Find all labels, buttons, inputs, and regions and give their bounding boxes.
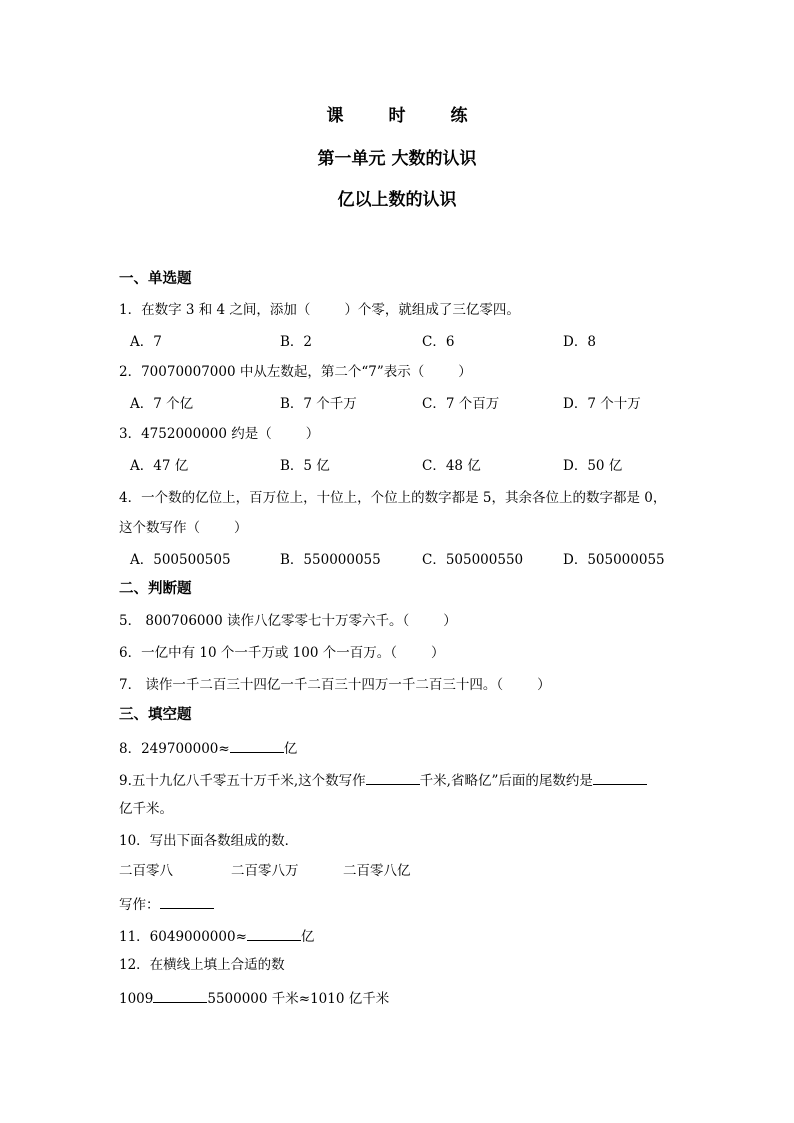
option-d[interactable]: D．7 个十万 — [563, 396, 641, 412]
number-word: 二百零八亿 — [343, 863, 411, 879]
option-a[interactable]: A．47 亿 — [130, 458, 189, 474]
answer-blank[interactable] — [230, 738, 284, 753]
unit-title: 第一单元 大数的认识 — [317, 149, 477, 169]
lesson-title: 亿以上数的认识 — [337, 190, 457, 210]
option-b[interactable]: B．7 个千万 — [280, 396, 357, 412]
question-10-prompt: 10．写出下面各数组成的数． — [119, 833, 299, 849]
question-6: 6．一亿中有 10 个一千万或 100 个一百万。（ ） — [119, 645, 445, 661]
question-4-line-2: 这个数写作（ ） — [119, 520, 248, 536]
question-3-text: 3．4752000000 约是（ — [119, 426, 272, 442]
option-c[interactable]: C．6 — [422, 334, 455, 350]
question-5: 5． 800706000 读作八亿零零七十万零六千。（ ） — [119, 613, 457, 629]
section-heading-fill-blank: 三、填空题 — [119, 706, 192, 723]
question-4-options — [130, 551, 690, 569]
question-1: 1．在数字 3 和 4 之间，添加（ ）个零，就组成了三亿零四。 — [119, 302, 520, 318]
question-2: 2．70070007000 中从左数起，第二个“7”表示（ ） — [119, 364, 472, 380]
option-b[interactable]: B．2 — [280, 334, 313, 350]
option-a[interactable]: A．500500505 — [130, 552, 231, 568]
question-11: 11．6049000000≈ 亿 — [119, 926, 314, 946]
answer-blank[interactable] — [366, 770, 420, 785]
option-d[interactable]: D．8 — [563, 334, 596, 350]
question-12-prompt: 12．在横线上填上合适的数 — [119, 957, 285, 973]
section-heading-true-false: 二、判断题 — [119, 580, 192, 597]
question-2-options — [130, 395, 690, 413]
option-c[interactable]: C．7 个百万 — [422, 396, 500, 412]
question-3-options — [130, 457, 690, 475]
option-c[interactable]: C．48 亿 — [422, 458, 481, 474]
answer-blank[interactable] — [160, 894, 214, 909]
page-title: 课 时 练 — [326, 106, 482, 126]
question-9-line-1: 9.五十九亿八千零五十万千米,这个数写作 千米,省略亿”后面的尾数约是 — [119, 770, 647, 790]
section-heading-single-choice: 一、单选题 — [119, 270, 192, 287]
option-a[interactable]: A．7 — [130, 334, 162, 350]
question-1-text: 1．在数字 3 和 4 之间，添加（ — [119, 302, 311, 318]
option-d[interactable]: D．50 亿 — [563, 458, 623, 474]
question-1-options — [130, 333, 690, 351]
option-d[interactable]: D．505000055 — [563, 552, 665, 568]
answer-blank[interactable] — [247, 926, 301, 941]
question-10-write: 写作： — [119, 894, 214, 914]
question-4-line-1: 4．一个数的亿位上，百万位上，十位上，个位上的数字都是 5，其余各位上的数字都是 0， — [119, 490, 667, 506]
question-12-line: 1009 5500000 千米≈1010 亿千米 — [119, 988, 389, 1008]
question-2-text: 2．70070007000 中从左数起，第二个“7”表示（ — [119, 364, 425, 380]
answer-blank[interactable] — [153, 988, 207, 1003]
question-3: 3．4752000000 约是（ ） — [119, 426, 320, 442]
question-9-line-2: 亿千米。 — [119, 801, 173, 817]
number-word: 二百零八万 — [231, 863, 299, 879]
answer-blank[interactable] — [593, 770, 647, 785]
option-a[interactable]: A．7 个亿 — [130, 396, 194, 412]
option-b[interactable]: B．550000055 — [280, 552, 381, 568]
option-c[interactable]: C．505000550 — [422, 552, 524, 568]
option-b[interactable]: B．5 亿 — [280, 458, 330, 474]
question-7: 7． 读作一千二百三十四亿一千二百三十四万一千二百三十四。（ ） — [119, 677, 551, 693]
number-word: 二百零八 — [119, 863, 173, 879]
question-8: 8．249700000≈ 亿 — [119, 738, 297, 758]
